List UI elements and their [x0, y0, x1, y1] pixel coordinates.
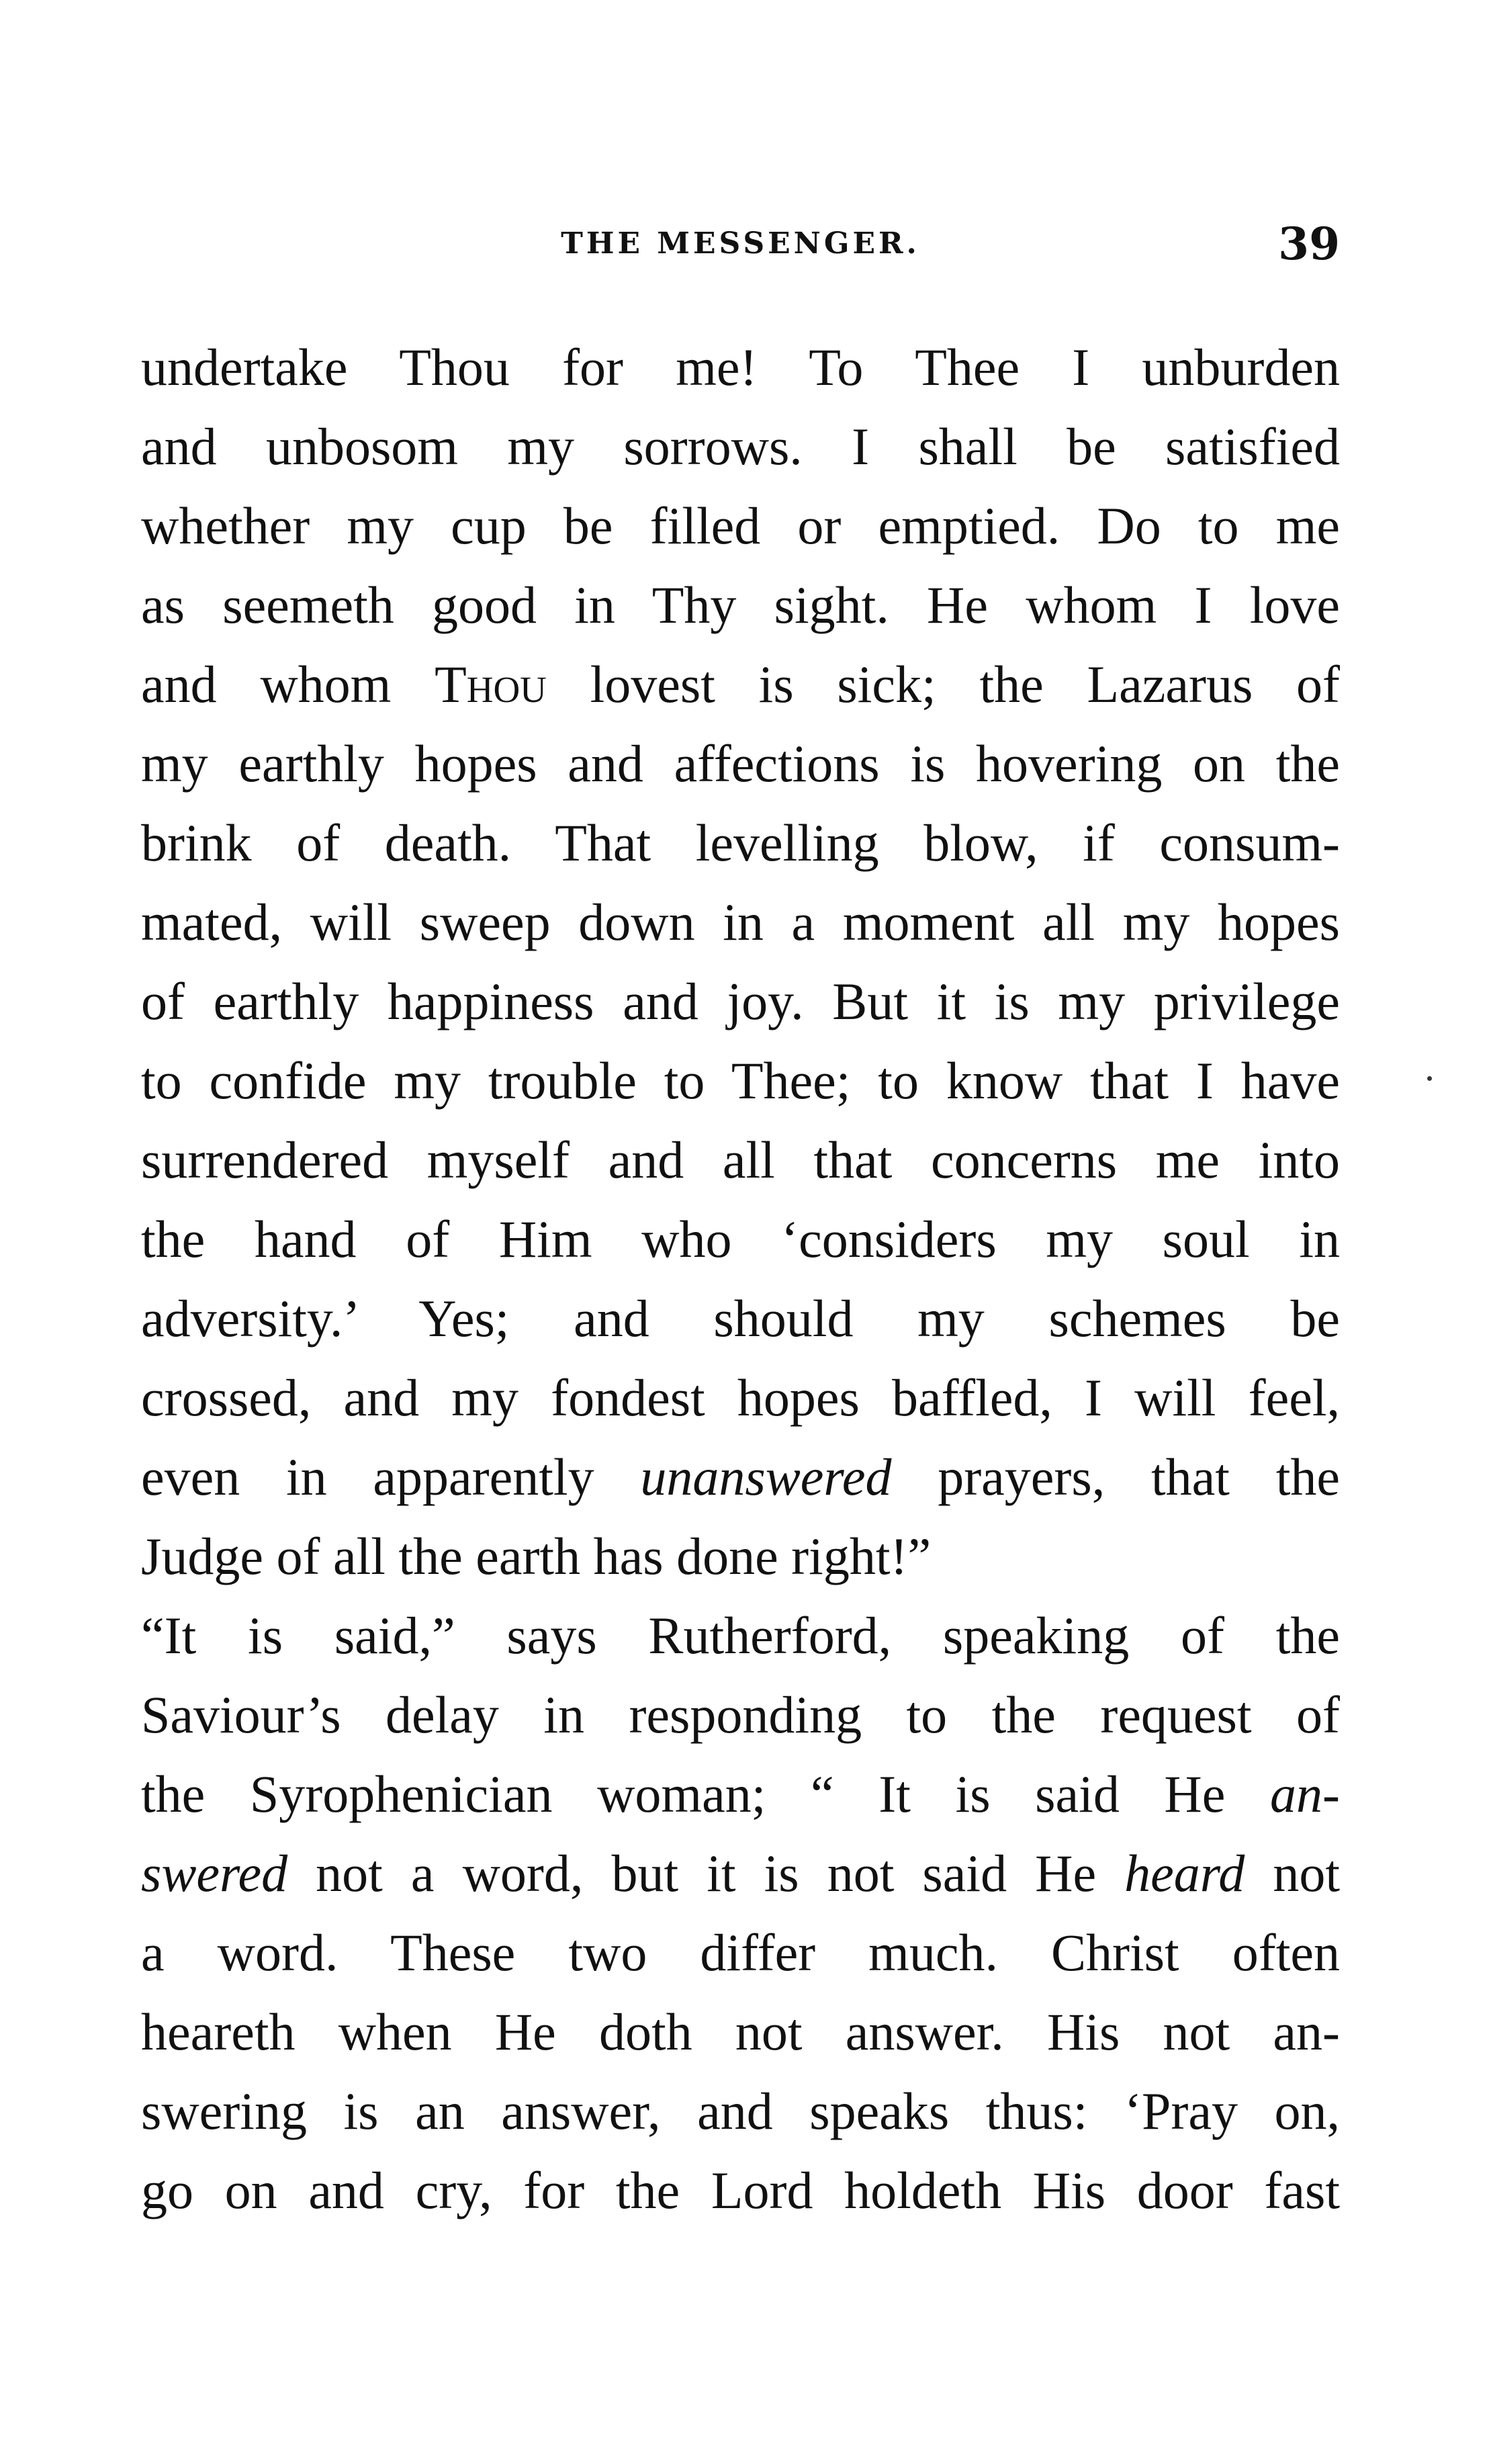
text-line: surrendered myself and all that concerns me into [141, 1131, 1340, 1189]
text-line: undertake Thou for me! To Thee I unburden [141, 338, 1340, 396]
text-line: crossed, and my fondest hopes baffled, I will feel, [141, 1368, 1340, 1427]
text-line: my earthly hopes and affections is hovering on the [141, 734, 1340, 793]
small-caps-word: Thou [435, 655, 547, 713]
italic-word: unanswered [640, 1448, 892, 1506]
text-line [141, 645, 1340, 724]
text-line: whether my cup be filled or emptied. Do to me [141, 496, 1340, 555]
text-line: Saviour’s delay in responding to the request of [141, 1685, 1340, 1744]
text-segment: prayers, that the [891, 1448, 1341, 1506]
running-head [141, 214, 1340, 274]
text-segment: even in apparently [141, 1448, 641, 1506]
text-line: the hand of Him who ‘considers my soul in [141, 1210, 1340, 1268]
text-line: mated, will sweep down in a moment all my hopes [141, 893, 1340, 951]
text-line: a word. These two differ much. Christ often [141, 1923, 1340, 1982]
text-line [141, 1834, 1340, 1913]
text-segment: not [1245, 1844, 1341, 1902]
text-line [141, 1438, 1340, 1517]
page-number: 39 [1278, 218, 1340, 270]
text-line: swering is an answer, and speaks thus: ‘Pray on, [141, 2082, 1340, 2140]
text-line: and unbosom my sorrows. I shall be satisfied [141, 417, 1340, 476]
text-line: brink of death. That levelling blow, if consum- [141, 813, 1340, 872]
print-speck [1427, 1076, 1432, 1081]
body-text [141, 328, 1340, 2230]
text-line: to confide my trouble to Thee; to know that I have [141, 1051, 1340, 1110]
italic-word: swered [141, 1844, 288, 1902]
text-segment: not a word, but it is not said He [287, 1844, 1125, 1902]
text-line: as seemeth good in Thy sight. He whom I love [141, 576, 1340, 634]
text-line: heareth when He doth not answer. His not an- [141, 2003, 1340, 2061]
italic-word: heard [1124, 1844, 1245, 1902]
italic-word: an- [1270, 1765, 1340, 1823]
text-line: of earthly happiness and joy. But it is my privilege [141, 972, 1340, 1030]
text-line: Judge of all the earth has done right!” [141, 1527, 932, 1585]
text-segment: and whom [141, 655, 435, 713]
text-line: go on and cry, for the Lord holdeth His door fast [141, 2161, 1340, 2219]
running-title: THE MESSENGER. [561, 226, 920, 261]
text-segment: lovest is sick; the Lazarus of [546, 655, 1340, 713]
text-line [141, 1755, 1340, 1834]
text-line: adversity.’ Yes; and should my schemes be [141, 1289, 1340, 1348]
text-line: “It is said,” says Rutherford, speaking of the [141, 1606, 1340, 1665]
text-segment: the Syrophenician woman; “ It is said He [141, 1765, 1271, 1823]
